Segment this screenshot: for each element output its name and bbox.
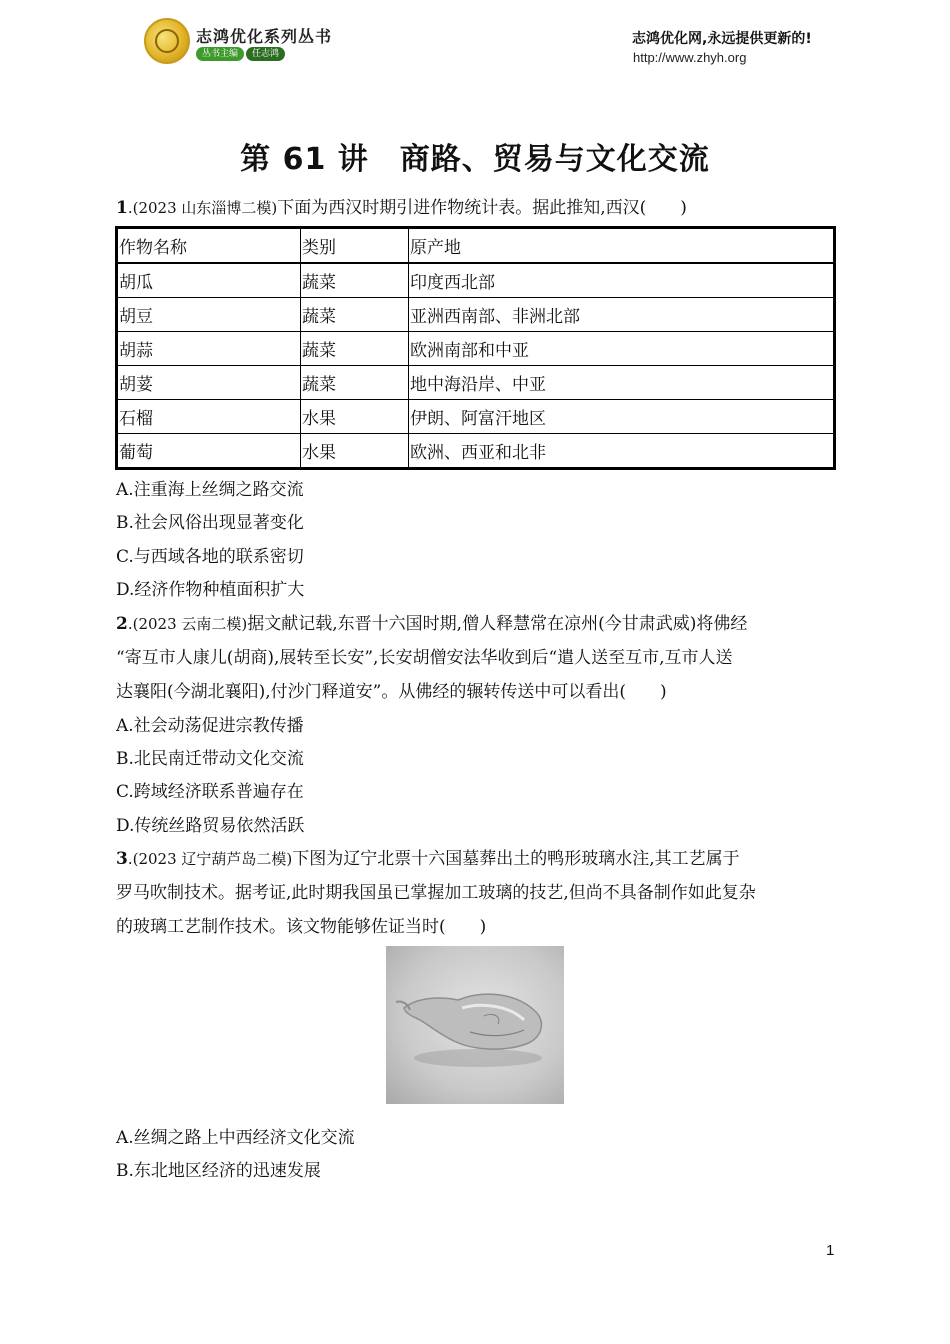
- q2-option-c: C.跨域经济联系普遍存在: [116, 782, 304, 802]
- q3-stem-line: 罗马吹制技术。据考证,此时期我国虽已掌握加工玻璃的技艺,但尚不具备制作如此复杂: [116, 883, 756, 903]
- q3-stem-line: 的玻璃工艺制作技术。该文物能够佐证当时( ): [116, 917, 487, 937]
- q2-stem: 2.(2023 云南二模)据文献记载,东晋十六国时期,僧人释慧常在凉州(今甘肃武威)将佛经: [116, 614, 748, 634]
- table-cell: 水果: [301, 434, 409, 469]
- table-cell: 蔬菜: [301, 298, 409, 332]
- q1-option-a: A.注重海上丝绸之路交流: [116, 480, 304, 500]
- q1-stem: 1.(2023 山东淄博二模)下面为西汉时期引进作物统计表。据此推知,西汉( ): [116, 198, 687, 218]
- table-cell: 蔬菜: [301, 263, 409, 298]
- table-cell: 水果: [301, 400, 409, 434]
- q2-option-d: D.传统丝路贸易依然活跃: [116, 816, 305, 836]
- table-row: [117, 400, 835, 434]
- table-cell: 石榴: [117, 400, 301, 434]
- table-cell: 欧洲南部和中亚: [409, 332, 835, 366]
- table-cell: 胡瓜: [117, 263, 301, 298]
- table-row: [117, 298, 835, 332]
- q2-option-a: A.社会动荡促进宗教传播: [116, 716, 304, 736]
- page-header: [0, 0, 950, 80]
- table-header-cell: 作物名称: [117, 228, 301, 264]
- q1-option-b: B.社会风俗出现显著变化: [116, 513, 304, 533]
- table-cell: 胡蒜: [117, 332, 301, 366]
- q3-option-a: A.丝绸之路上中西经济文化交流: [116, 1128, 355, 1148]
- page-number: 1: [826, 1242, 835, 1259]
- table-row: [117, 332, 835, 366]
- editor-label: 丛书主编: [196, 47, 244, 61]
- table-header-cell: 类别: [301, 228, 409, 264]
- brand-title: 志鸿优化系列丛书: [196, 27, 333, 46]
- q2-stem-line: 达襄阳(今湖北襄阳),付沙门释道安”。从佛经的辗转传送中可以看出( ): [116, 682, 667, 702]
- table-cell: 印度西北部: [409, 263, 835, 298]
- q1-option-c: C.与西域各地的联系密切: [116, 547, 304, 567]
- table-cell: 蔬菜: [301, 366, 409, 400]
- table-cell: 葡萄: [117, 434, 301, 469]
- table-row: [117, 434, 835, 469]
- brand-editor: [196, 47, 285, 61]
- table-cell: 欧洲、西亚和北非: [409, 434, 835, 469]
- crop-table: [115, 226, 836, 470]
- q3-option-b: B.东北地区经济的迅速发展: [116, 1161, 321, 1181]
- table-row: [117, 366, 835, 400]
- table-cell: 胡荽: [117, 366, 301, 400]
- table-header-row: [117, 228, 835, 264]
- table-cell: 亚洲西南部、非洲北部: [409, 298, 835, 332]
- glass-vessel-illustration: [386, 946, 564, 1104]
- q1-option-d: D.经济作物种植面积扩大: [116, 580, 305, 600]
- page-title: 第 61 讲 商路、贸易与文化交流: [240, 142, 710, 177]
- editor-name: 任志鸿: [246, 47, 285, 61]
- duck-glass-vessel-photo: [386, 946, 564, 1104]
- table-header-cell: 原产地: [409, 228, 835, 264]
- q3-stem: 3.(2023 辽宁葫芦岛二模)下图为辽宁北票十六国墓葬出土的鸭形玻璃水注,其工艺属于: [116, 849, 740, 869]
- q2-option-b: B.北民南迁带动文化交流: [116, 749, 304, 769]
- brand-seal-logo: [144, 18, 190, 64]
- table-cell: 地中海沿岸、中亚: [409, 366, 835, 400]
- q2-stem-line: “寄互市人康儿(胡商),展转至长安”,长安胡僧安法华收到后“遣人送至互市,互市人送: [116, 648, 733, 668]
- site-url[interactable]: http://www.zhyh.org: [633, 50, 747, 65]
- site-slogan: 志鸿优化网,永远提供更新的!: [632, 31, 812, 47]
- table-row: [117, 263, 835, 298]
- table-cell: 胡豆: [117, 298, 301, 332]
- table-cell: 伊朗、阿富汗地区: [409, 400, 835, 434]
- table-cell: 蔬菜: [301, 332, 409, 366]
